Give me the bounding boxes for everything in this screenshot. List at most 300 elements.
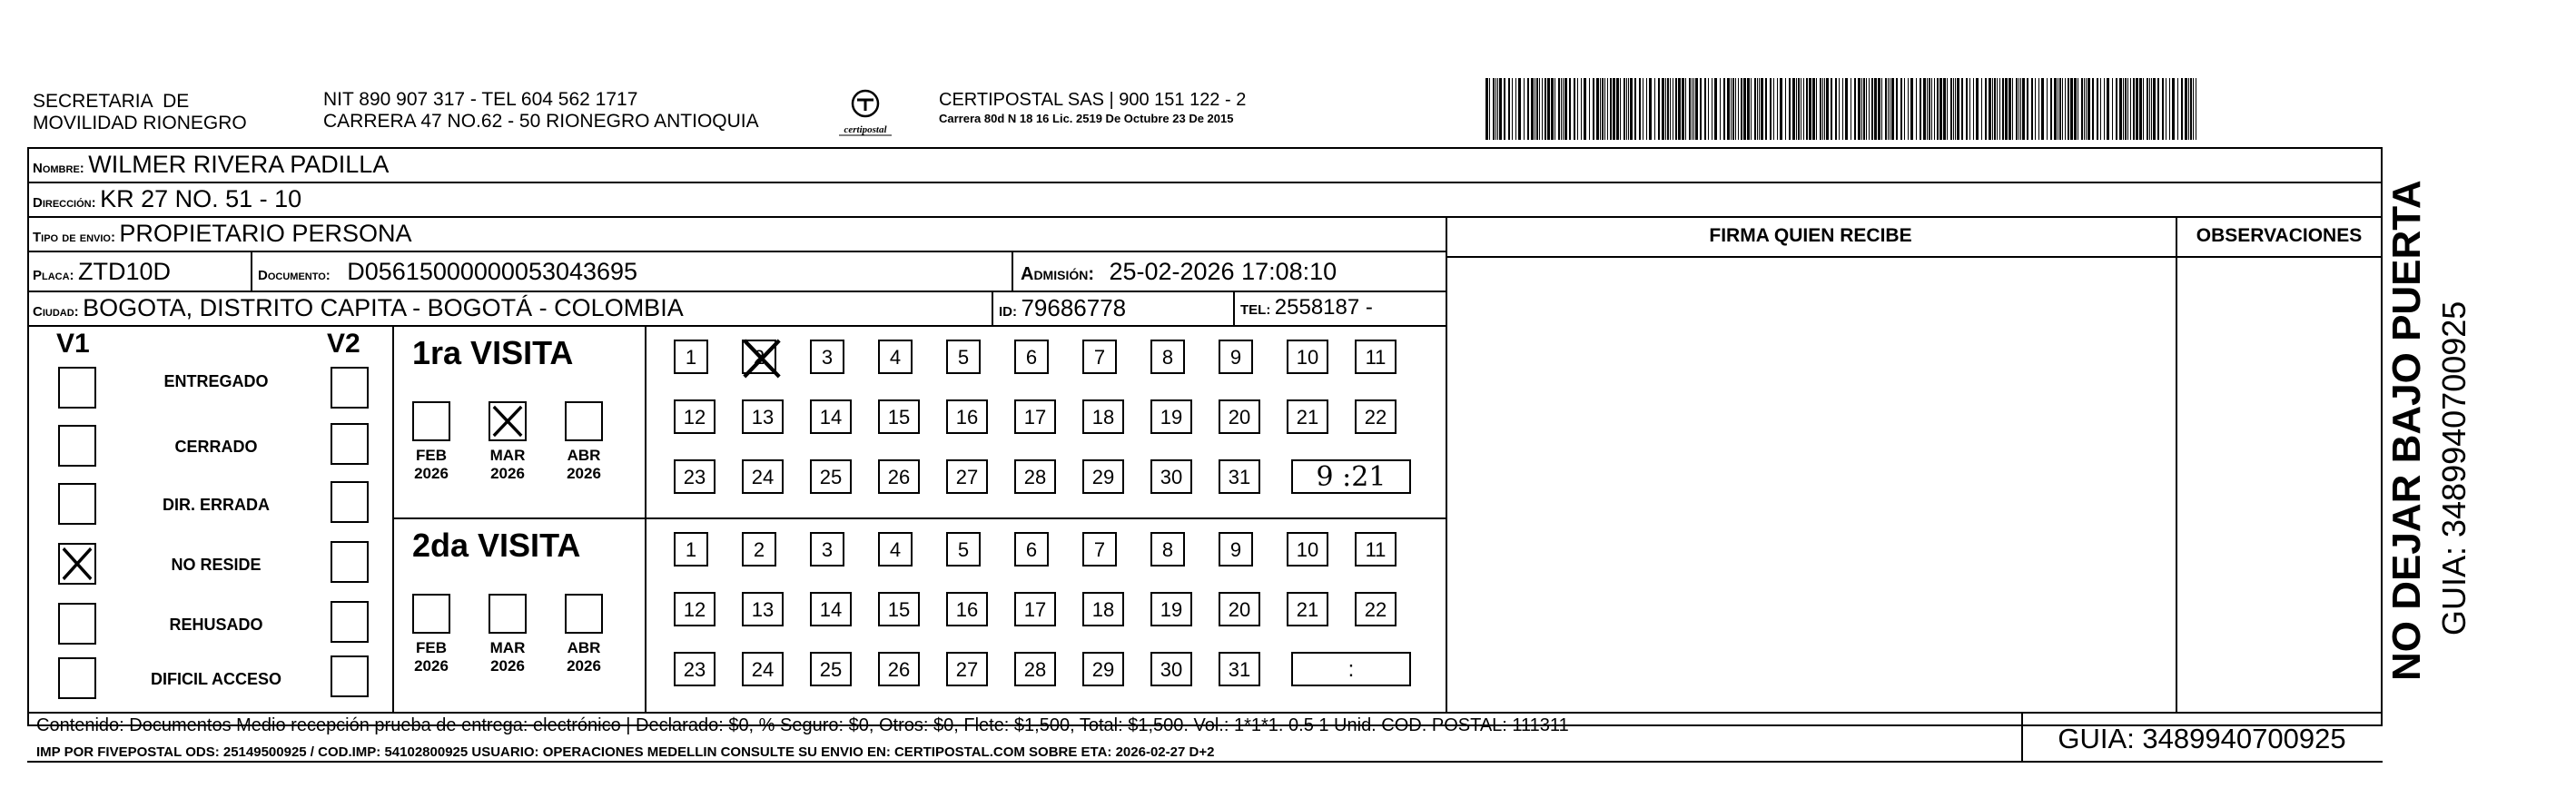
barcode-bar [1955,78,1956,140]
day-box[interactable]: 11 [1355,340,1397,374]
v2-checkbox[interactable] [331,601,369,643]
day-box[interactable]: 29 [1082,652,1124,686]
barcode-bar [1842,78,1843,140]
barcode-bar [2133,78,2135,140]
sender-address-block [323,89,759,133]
barcode-bar [1999,78,2000,140]
barcode-bar [2153,78,2156,140]
month-name: ABR [567,447,601,464]
barcode-bar [1545,78,1546,140]
barcode-bar [1620,78,1621,140]
logo-text: certipostal [844,124,887,135]
month-label [400,639,463,675]
barcode-bar [1770,78,1772,140]
day-box[interactable]: 18 [1082,592,1124,626]
barcode-bar [1731,78,1732,140]
barcode-bar [2112,78,2113,140]
barcode-bar [1947,78,1948,140]
day-box[interactable]: 2 [742,340,776,374]
day-box[interactable]: 31 [1219,652,1260,686]
barcode-bar [1554,78,1555,140]
barcode-bar [1931,78,1932,140]
barcode-bar [1743,78,1746,140]
barcode-bar [1920,78,1921,140]
barcode-bar [1654,78,1655,140]
barcode-bar [1714,78,1717,140]
month-year: 2026 [414,465,449,482]
barcode-bar [2100,78,2101,140]
barcode-bar [1878,78,1880,140]
barcode-bar [2172,78,2175,140]
day-box[interactable]: 12 [674,592,716,626]
barcode-bar [2086,78,2087,140]
day-box[interactable]: 28 [1014,459,1056,494]
firma-area[interactable] [1447,258,2174,710]
day-box[interactable]: 3 [810,532,844,567]
day-box[interactable]: 23 [674,459,716,494]
barcode-bar [1692,78,1693,140]
day-box[interactable]: 17 [1014,592,1056,626]
barcode-bar [1908,78,1909,140]
barcode-bar [2169,78,2170,140]
v1-checkbox[interactable] [58,483,96,525]
barcode-bar [2087,78,2090,140]
barcode-bar [2084,78,2085,140]
barcode-bar [1881,78,1882,140]
day-box[interactable]: 11 [1355,532,1397,567]
sender-block [33,91,247,134]
month-checkbox[interactable] [412,401,450,441]
day-box[interactable]: 1 [674,532,708,567]
sender-line2: MOVILIDAD RIONEGRO [33,113,247,133]
day-box[interactable]: 19 [1150,592,1192,626]
barcode-bar [1989,78,1991,140]
guia-box: GUIA: 3489940700925 [2058,723,2346,754]
v2-checkbox[interactable] [331,541,369,583]
admision-row [1021,256,1337,291]
day-box[interactable]: 7 [1082,532,1117,567]
barcode-bar [2047,78,2048,140]
barcode-bar [2081,78,2083,140]
barcode-bar [1675,78,1677,140]
barcode-bar [1616,78,1619,140]
day-box[interactable]: 26 [878,459,920,494]
barcode-bar [1904,78,1905,140]
barcode-bar [1524,78,1525,140]
documento-row [258,256,637,291]
day-box[interactable]: 3 [810,340,844,374]
day-box[interactable]: 24 [742,652,784,686]
nombre-label: Nombre: [33,161,84,176]
barcode-bar [2125,78,2127,140]
barcode-bar [2123,78,2124,140]
day-box[interactable]: 10 [1287,340,1328,374]
barcode-bar [1845,78,1848,140]
ciudad-label: Ciudad: [33,304,79,320]
barcode-bar [2041,78,2044,140]
barcode-bar [1969,78,1970,140]
placa-value: ZTD10D [78,258,172,285]
v1-checkbox[interactable] [58,367,96,409]
admision-value: 25-02-2026 17:08:10 [1109,258,1337,285]
barcode [1485,78,2203,140]
barcode-bar [1822,78,1823,140]
barcode-bar [1569,78,1571,140]
day-box[interactable]: 9 [1219,532,1253,567]
day-box[interactable]: 15 [878,399,920,434]
observaciones-area[interactable] [2177,258,2381,710]
day-box[interactable]: 31 [1219,459,1260,494]
documento-value: D05615000000053043695 [347,258,638,285]
barcode-bar [2116,78,2117,140]
barcode-bar [1738,78,1739,140]
documento-label: Documento: [258,268,331,283]
barcode-bar [1950,78,1952,140]
barcode-bar [1662,78,1664,140]
barcode-bar [1741,78,1742,140]
barcode-bar [1634,78,1636,140]
observaciones-header: OBSERVACIONES [2196,225,2363,246]
day-box[interactable]: 28 [1014,652,1056,686]
barcode-bar [1863,78,1865,140]
barcode-bar [2065,78,2066,140]
day-box[interactable]: 14 [810,399,852,434]
barcode-bar [1796,78,1797,140]
barcode-bar [1515,78,1516,140]
barcode-bar [1816,78,1817,140]
day-box[interactable]: 16 [946,592,988,626]
day-box[interactable]: 5 [946,532,981,567]
v2-checkbox[interactable] [331,367,369,409]
ciudad-row [33,292,684,328]
v2-checkbox[interactable] [331,655,369,697]
barcode-bar [1792,78,1795,140]
day-box[interactable]: 8 [1150,340,1185,374]
barcode-bar [1869,78,1870,140]
day-box[interactable]: 25 [810,652,852,686]
month-label [400,447,463,483]
day-box[interactable]: 7 [1082,340,1117,374]
day-box[interactable]: 4 [878,340,913,374]
status-option-label: NO RESIDE [171,556,262,574]
barcode-bar [2008,78,2011,140]
barcode-bar [1695,78,1698,140]
day-box[interactable]: 16 [946,399,988,434]
barcode-bar [1564,78,1567,140]
barcode-bar [2104,78,2105,140]
day-box[interactable]: 6 [1014,532,1049,567]
day-box[interactable]: 23 [674,652,716,686]
day-box[interactable]: 4 [878,532,913,567]
barcode-bar [2136,78,2138,140]
barcode-bar [1704,78,1706,140]
barcode-bar [1957,78,1959,140]
barcode-bar [1596,78,1599,140]
day-box[interactable]: 15 [878,592,920,626]
v2-checkbox[interactable] [331,481,369,523]
barcode-bar [1607,78,1608,140]
placa-label: Placa: [33,268,74,283]
month-checkbox[interactable] [489,594,527,634]
barcode-bar [1665,78,1666,140]
barcode-bar [2074,78,2077,140]
barcode-bar [1747,78,1750,140]
barcode-bar [1891,78,1894,140]
status-option-label: DIFICIL ACCESO [150,670,281,688]
v2-checkbox[interactable] [331,423,369,465]
day-box[interactable]: 1 [674,340,708,374]
barcode-bar [2035,78,2036,140]
license-line: Carrera 80d N 18 16 Lic. 2519 De Octubre 23 De 2015 [939,112,1234,125]
month-checkbox[interactable] [565,594,603,634]
direccion-row [33,183,301,219]
direccion-label: Dirección: [33,195,96,211]
month-name: MAR [489,447,526,464]
barcode-bar [1639,78,1641,140]
barcode-bar [1759,78,1760,140]
visit-title: 2da VISITA [412,527,581,564]
status-option-label: CERRADO [174,438,258,456]
barcode-bar [1831,78,1832,140]
barcode-bar [1670,78,1671,140]
month-year: 2026 [490,657,525,675]
barcode-bar [1896,78,1898,140]
day-box[interactable]: 30 [1150,459,1192,494]
barcode-bar [1966,78,1968,140]
barcode-bar [1518,78,1521,140]
barcode-bar [2012,78,2013,140]
barcode-bar [2022,78,2025,140]
barcode-bar [1678,78,1681,140]
barcode-bar [1628,78,1629,140]
barcode-bar [1581,78,1582,140]
barcode-bar [2092,78,2094,140]
day-box[interactable]: 14 [810,592,852,626]
month-name: FEB [416,447,447,464]
day-box[interactable]: 13 [742,592,784,626]
day-box[interactable]: 5 [946,340,981,374]
barcode-bar [1604,78,1605,140]
tel-row [1240,292,1373,326]
barcode-bar [1495,78,1496,140]
admision-label: Admisión: [1021,264,1094,284]
day-box[interactable]: 27 [946,652,988,686]
barcode-bar [1885,78,1887,140]
barcode-bar [1630,78,1633,140]
barcode-bar [1708,78,1709,140]
month-checkbox[interactable] [412,594,450,634]
barcode-bar [1780,78,1782,140]
barcode-bar [1937,78,1939,140]
day-box[interactable]: 24 [742,459,784,494]
barcode-bar [1789,78,1791,140]
barcode-bar [1812,78,1815,140]
barcode-bar [1943,78,1946,140]
barcode-bar [1558,78,1560,140]
day-box[interactable]: 21 [1287,592,1328,626]
barcode-bar [1493,78,1495,140]
barcode-bar [1809,78,1811,140]
barcode-bar [1649,78,1652,140]
day-box[interactable]: 22 [1355,399,1397,434]
month-checkbox[interactable] [489,401,527,441]
day-box[interactable]: 18 [1082,399,1124,434]
day-box[interactable]: 8 [1150,532,1185,567]
barcode-bar [1589,78,1590,140]
barcode-bar [2002,78,2004,140]
tel-value: 2558187 - [1274,295,1373,320]
barcode-bar [1985,78,1987,140]
barcode-bar [1858,78,1860,140]
barcode-bar [1536,78,1538,140]
barcode-bar [2188,78,2189,140]
barcode-bar [1561,78,1562,140]
imp-line: IMP POR FIVEPOSTAL ODS: 25149500925 / COD.IMP: 54102800925 USUARIO: OPERACIONES MEDELLIN CONSULTE SU ENVIO EN: CERTIPOSTAL.COM SOBRE ETA: 2026-02-27 D+2 [36,744,1215,760]
month-name: FEB [416,639,447,656]
barcode-bar [1757,78,1758,140]
barcode-bar [1602,78,1604,140]
day-box[interactable]: 29 [1082,459,1124,494]
barcode-bar [2162,78,2164,140]
contenido-line: Contenido: Documentos Medio recepción prueba de entrega: electrónico | Declarado: $0, % Seguro: $0, Otros: $0, Flete: $1,500, Total: $1,500. Vol.: 1*1*1. 0.5 1 Unid. COD. POSTAL: 111311 [36,715,1569,735]
tipo-value: PROPIETARIO PERSONA [119,220,412,247]
barcode-bar [2149,78,2150,140]
day-box[interactable]: 20 [1219,399,1260,434]
day-box[interactable]: 26 [878,652,920,686]
barcode-bar [1600,78,1601,140]
v1-checkbox[interactable] [58,657,96,699]
status-option-label: REHUSADO [169,616,263,634]
barcode-bar [1997,78,1998,140]
barcode-bar [2127,78,2128,140]
tipo-row [33,218,411,253]
day-box[interactable]: 13 [742,399,784,434]
barcode-bar [1839,78,1840,140]
nit-line: NIT 890 907 317 - TEL 604 562 1717 [323,89,638,110]
day-box[interactable]: 22 [1355,592,1397,626]
barcode-bar [1732,78,1734,140]
barcode-bar [1693,78,1694,140]
barcode-bar [1624,78,1625,140]
barcode-bar [1727,78,1730,140]
barcode-bar [1874,78,1877,140]
barcode-bar [2016,78,2018,140]
barcode-bar [1689,78,1691,140]
day-box[interactable]: 21 [1287,399,1328,434]
tel-label: TEL: [1240,302,1271,318]
barcode-bar [1577,78,1578,140]
month-year: 2026 [490,465,525,482]
barcode-bar [1735,78,1736,140]
barcode-bar [1497,78,1498,140]
barcode-bar [1785,78,1786,140]
barcode-bar [2177,78,2178,140]
barcode-bar [2068,78,2069,140]
barcode-bar [1910,78,1913,140]
v2-label: V2 [327,329,360,359]
barcode-bar [2054,78,2057,140]
barcode-bar [1504,78,1505,140]
barcode-bar [1531,78,1534,140]
v1-checkbox[interactable] [58,425,96,467]
day-box[interactable]: 20 [1219,592,1260,626]
barcode-bar [1700,78,1702,140]
time-box[interactable]: 9 :21 [1291,459,1411,494]
address-line: CARRERA 47 NO.62 - 50 RIONEGRO ANTIOQUIA [323,111,759,132]
month-label [476,447,539,483]
barcode-bar [1854,78,1856,140]
firma-header: FIRMA QUIEN RECIBE [1709,225,1912,246]
barcode-bar [1489,78,1490,140]
barcode-bar [2070,78,2073,140]
barcode-bar [1900,78,1902,140]
barcode-bar [1835,78,1837,140]
barcode-bar [2050,78,2052,140]
side-guia: GUIA: 3489940700925 [2435,301,2472,636]
day-box[interactable]: 19 [1150,399,1192,434]
barcode-bar [1773,78,1774,140]
barcode-bar [2139,78,2142,140]
certipostal-logo [835,87,895,138]
day-box[interactable]: 2 [742,532,776,567]
barcode-bar [1682,78,1684,140]
barcode-bar [1547,78,1550,140]
barcode-bar [1610,78,1612,140]
barcode-bar [1861,78,1862,140]
barcode-bar [1820,78,1821,140]
barcode-bar [1761,78,1763,140]
day-box[interactable]: 30 [1150,652,1192,686]
barcode-bar [1798,78,1800,140]
barcode-bar [2119,78,2122,140]
v1-checkbox[interactable] [58,543,96,585]
nombre-row [33,149,389,184]
barcode-bar [1584,78,1586,140]
barcode-bar [1953,78,1954,140]
month-label [552,447,616,483]
barcode-bar [1916,78,1917,140]
day-box[interactable]: 10 [1287,532,1328,567]
barcode-bar [1723,78,1725,140]
day-box[interactable]: 12 [674,399,716,434]
barcode-bar [1508,78,1510,140]
barcode-bar [1973,78,1974,140]
day-box[interactable]: 27 [946,459,988,494]
barcode-bar [1929,78,1930,140]
barcode-bar [1499,78,1502,140]
month-name: ABR [567,639,601,656]
id-row [999,292,1126,328]
barcode-bar [1512,78,1513,140]
barcode-bar [1806,78,1808,140]
day-box[interactable]: 6 [1014,340,1049,374]
barcode-bar [2147,78,2148,140]
nombre-value: WILMER RIVERA PADILLA [88,151,390,178]
barcode-bar [2107,78,2109,140]
day-box[interactable]: 17 [1014,399,1056,434]
barcode-bar [1593,78,1594,140]
day-box[interactable]: 9 [1219,340,1253,374]
barcode-bar [2005,78,2008,140]
month-checkbox[interactable] [565,401,603,441]
barcode-bar [2059,78,2061,140]
time-box[interactable]: : [1291,652,1411,686]
v1-checkbox[interactable] [58,603,96,645]
day-box[interactable]: 25 [810,459,852,494]
visit-title: 1ra VISITA [412,334,574,371]
id-label: ID: [999,304,1017,320]
barcode-bar [1542,78,1543,140]
